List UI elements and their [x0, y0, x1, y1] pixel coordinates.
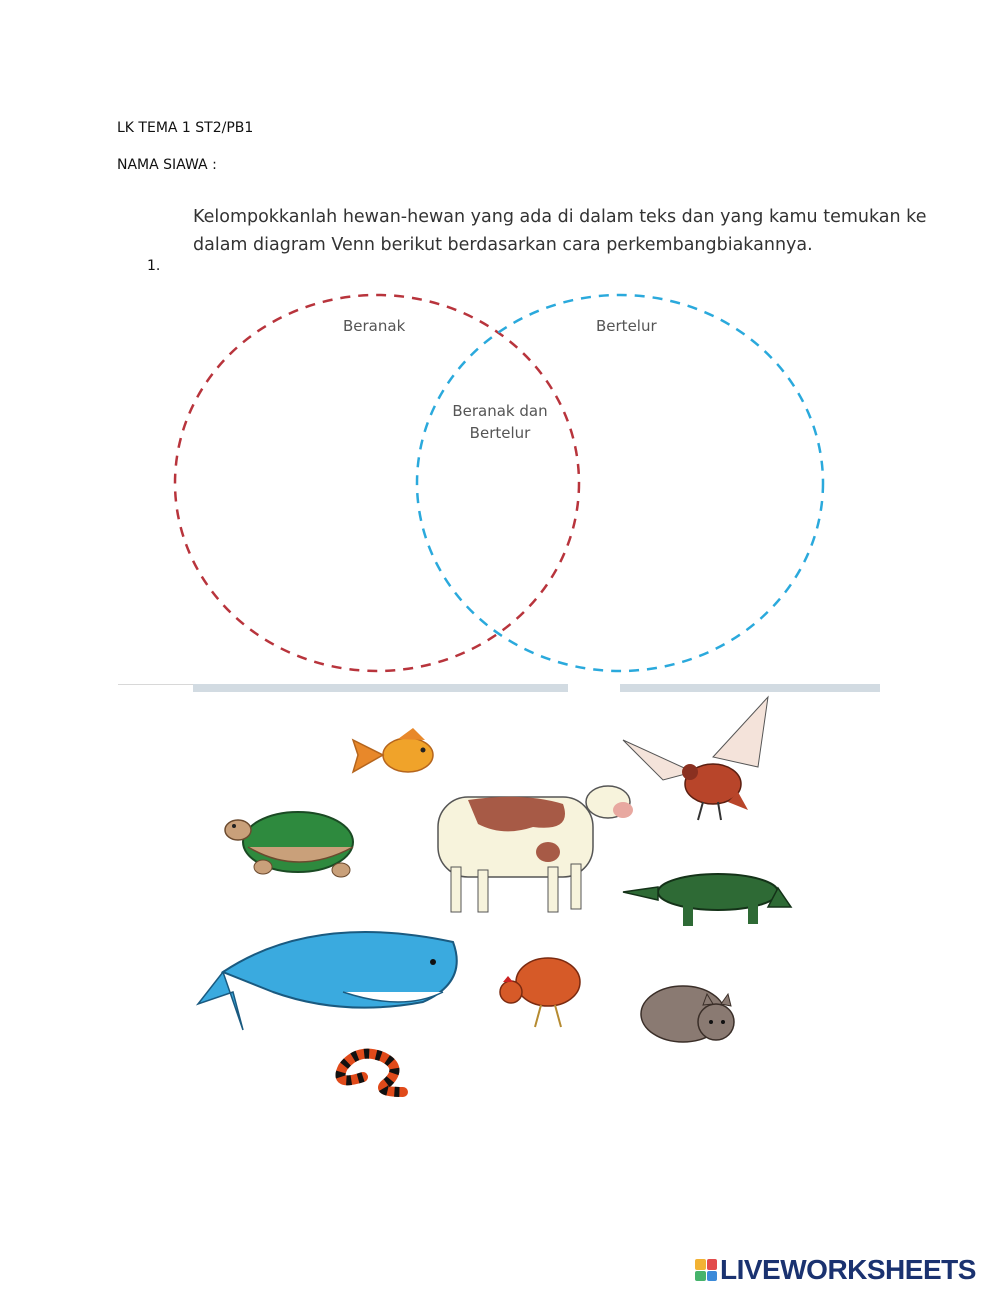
instruction-text: Kelompokkanlah hewan-hewan yang ada di dalam teks dan yang kamu temukan ke dalam diagram Venn berikut berdasarkan cara perkembangbiakannya.: [193, 207, 927, 255]
crocodile-illustration: [623, 874, 791, 926]
liveworksheets-logo: [695, 1255, 976, 1285]
cow-illustration: [438, 786, 633, 912]
cat-illustration: [641, 986, 734, 1042]
hen-illustration: [500, 958, 580, 1027]
fish-illustration: [353, 728, 433, 772]
venn-circle-beranak: [175, 295, 579, 671]
venn-circle-bertelur: [417, 295, 823, 671]
student-name-label: NAMA SIAWA :: [117, 157, 217, 173]
divider-line: [118, 684, 193, 685]
venn-label-bertelur: Bertelur: [596, 317, 657, 335]
venn-label-overlap-line2: Bertelur: [469, 424, 531, 442]
venn-label-overlap-line1: Beranak dan: [452, 402, 548, 420]
image-top-bar: [620, 684, 880, 692]
logo-text: LIVEWORKSHEETS: [720, 1254, 976, 1285]
question-number: 1.: [147, 258, 161, 274]
animals-illustration: [193, 692, 793, 1112]
venn-diagram: [160, 285, 840, 685]
image-top-bar: [193, 684, 568, 692]
whale-illustration: [198, 932, 457, 1030]
eagle-illustration: [623, 697, 768, 820]
snake-illustration: [341, 1054, 404, 1092]
turtle-illustration: [225, 812, 353, 877]
logo-icon: [695, 1259, 717, 1281]
venn-label-beranak: Beranak: [343, 317, 406, 335]
venn-label-overlap: [440, 400, 560, 444]
worksheet-code: LK TEMA 1 ST2/PB1: [117, 120, 254, 136]
